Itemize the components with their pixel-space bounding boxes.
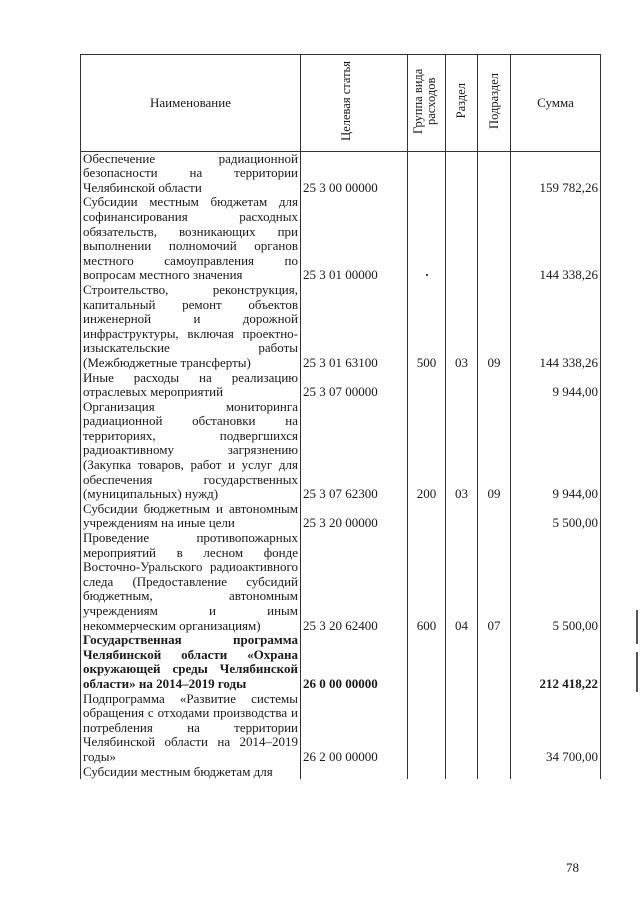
table-row <box>81 765 601 780</box>
row-target-article <box>301 765 408 780</box>
row-amount: 9 944,00 <box>511 371 601 400</box>
row-section <box>446 502 478 531</box>
row-section: 04 <box>446 531 478 633</box>
row-name: Обеспечение радиационной безопасности на территории Челябинской области <box>81 151 301 195</box>
row-subsection <box>478 692 511 765</box>
header-section: Раздел <box>446 55 478 152</box>
budget-table <box>80 54 601 779</box>
table-row <box>81 371 601 400</box>
row-name: Строительство, реконструкция, капитальный ремонт объектов инженерной и дорожной инфраструктуры, включая проектно-изыскательские работы (Межбюджетные трансферты) <box>81 283 301 371</box>
table-body <box>81 151 601 779</box>
row-subsection: 09 <box>478 283 511 371</box>
row-subsection <box>478 195 511 283</box>
table-row <box>81 692 601 765</box>
row-target-article: 25 3 00 00000 <box>301 151 408 195</box>
row-section <box>446 151 478 195</box>
row-name: Подпрограмма «Развитие системы обращения с отходами производства и потребления на территории Челябинской области на 2014–2019 годы» <box>81 692 301 765</box>
row-expense-group <box>408 371 446 400</box>
header-subsection: Подраздел <box>478 55 511 152</box>
row-expense-group <box>408 765 446 780</box>
document-page <box>80 54 600 779</box>
row-subsection <box>478 502 511 531</box>
table-row <box>81 502 601 531</box>
row-section: 03 <box>446 283 478 371</box>
row-amount: 144 338,26 <box>511 283 601 371</box>
row-target-article: 25 3 07 00000 <box>301 371 408 400</box>
scan-speck <box>426 274 428 276</box>
row-target-article: 25 3 01 63100 <box>301 283 408 371</box>
row-subsection <box>478 371 511 400</box>
row-subsection: 07 <box>478 531 511 633</box>
row-expense-group <box>408 633 446 691</box>
row-target-article: 26 0 00 00000 <box>301 633 408 691</box>
row-amount: 5 500,00 <box>511 502 601 531</box>
table-header-row <box>81 55 601 152</box>
row-amount: 144 338,26 <box>511 195 601 283</box>
row-amount: 159 782,26 <box>511 151 601 195</box>
row-target-article: 25 3 07 62300 <box>301 400 408 502</box>
row-subsection <box>478 633 511 691</box>
row-expense-group <box>408 692 446 765</box>
row-expense-group <box>408 502 446 531</box>
row-section: 03 <box>446 400 478 502</box>
row-expense-group: 200 <box>408 400 446 502</box>
row-subsection <box>478 151 511 195</box>
row-target-article: 26 2 00 00000 <box>301 692 408 765</box>
table-row <box>81 400 601 502</box>
row-name: Субсидии местным бюджетам для <box>81 765 301 780</box>
table-row <box>81 151 601 195</box>
header-expense-group: Группа вида расходов <box>408 55 446 152</box>
row-name: Иные расходы на реализацию отраслевых мероприятий <box>81 371 301 400</box>
row-amount: 5 500,00 <box>511 531 601 633</box>
row-amount <box>511 765 601 780</box>
row-expense-group <box>408 151 446 195</box>
header-target-article: Целевая статья <box>301 55 408 152</box>
table-row <box>81 195 601 283</box>
header-amount: Сумма <box>511 55 601 152</box>
header-name: Наименование <box>81 55 301 152</box>
row-target-article: 25 3 20 62400 <box>301 531 408 633</box>
scan-edge-mark <box>636 652 638 692</box>
row-section <box>446 371 478 400</box>
row-expense-group: 500 <box>408 283 446 371</box>
row-target-article: 25 3 01 00000 <box>301 195 408 283</box>
row-expense-group: 600 <box>408 531 446 633</box>
table-row-program <box>81 633 601 691</box>
row-expense-group <box>408 195 446 283</box>
scan-edge-mark <box>636 610 638 644</box>
row-section <box>446 195 478 283</box>
row-name: Государственная программа Челябинской области «Охрана окружающей среды Челябинской области» на 2014–2019 годы <box>81 633 301 691</box>
table-row <box>81 283 601 371</box>
row-name: Проведение противопожарных мероприятий в лесном фонде Восточно-Уральского радиоактивного следа (Предоставление субсидий бюджетным, автономным учреждениям и иным некоммерческим организациям) <box>81 531 301 633</box>
row-section <box>446 633 478 691</box>
row-name: Субсидии местным бюджетам для софинансирования расходных обязательств, возникающих при выполнении полномочий органов местного самоуправления по вопросам местного значения <box>81 195 301 283</box>
row-subsection: 09 <box>478 400 511 502</box>
row-amount: 34 700,00 <box>511 692 601 765</box>
page-number: 78 <box>566 860 579 875</box>
row-name: Организация мониторинга радиационной обстановки на территориях, подвергшихся радиоактивному загрязнению (Закупка товаров, работ и услуг для обеспечения государственных (муниципальных) нужд) <box>81 400 301 502</box>
row-amount: 212 418,22 <box>511 633 601 691</box>
row-subsection <box>478 765 511 780</box>
row-amount: 9 944,00 <box>511 400 601 502</box>
row-section <box>446 765 478 780</box>
table-row <box>81 531 601 633</box>
row-target-article: 25 3 20 00000 <box>301 502 408 531</box>
row-name: Субсидии бюджетным и автономным учреждениям на иные цели <box>81 502 301 531</box>
row-section <box>446 692 478 765</box>
